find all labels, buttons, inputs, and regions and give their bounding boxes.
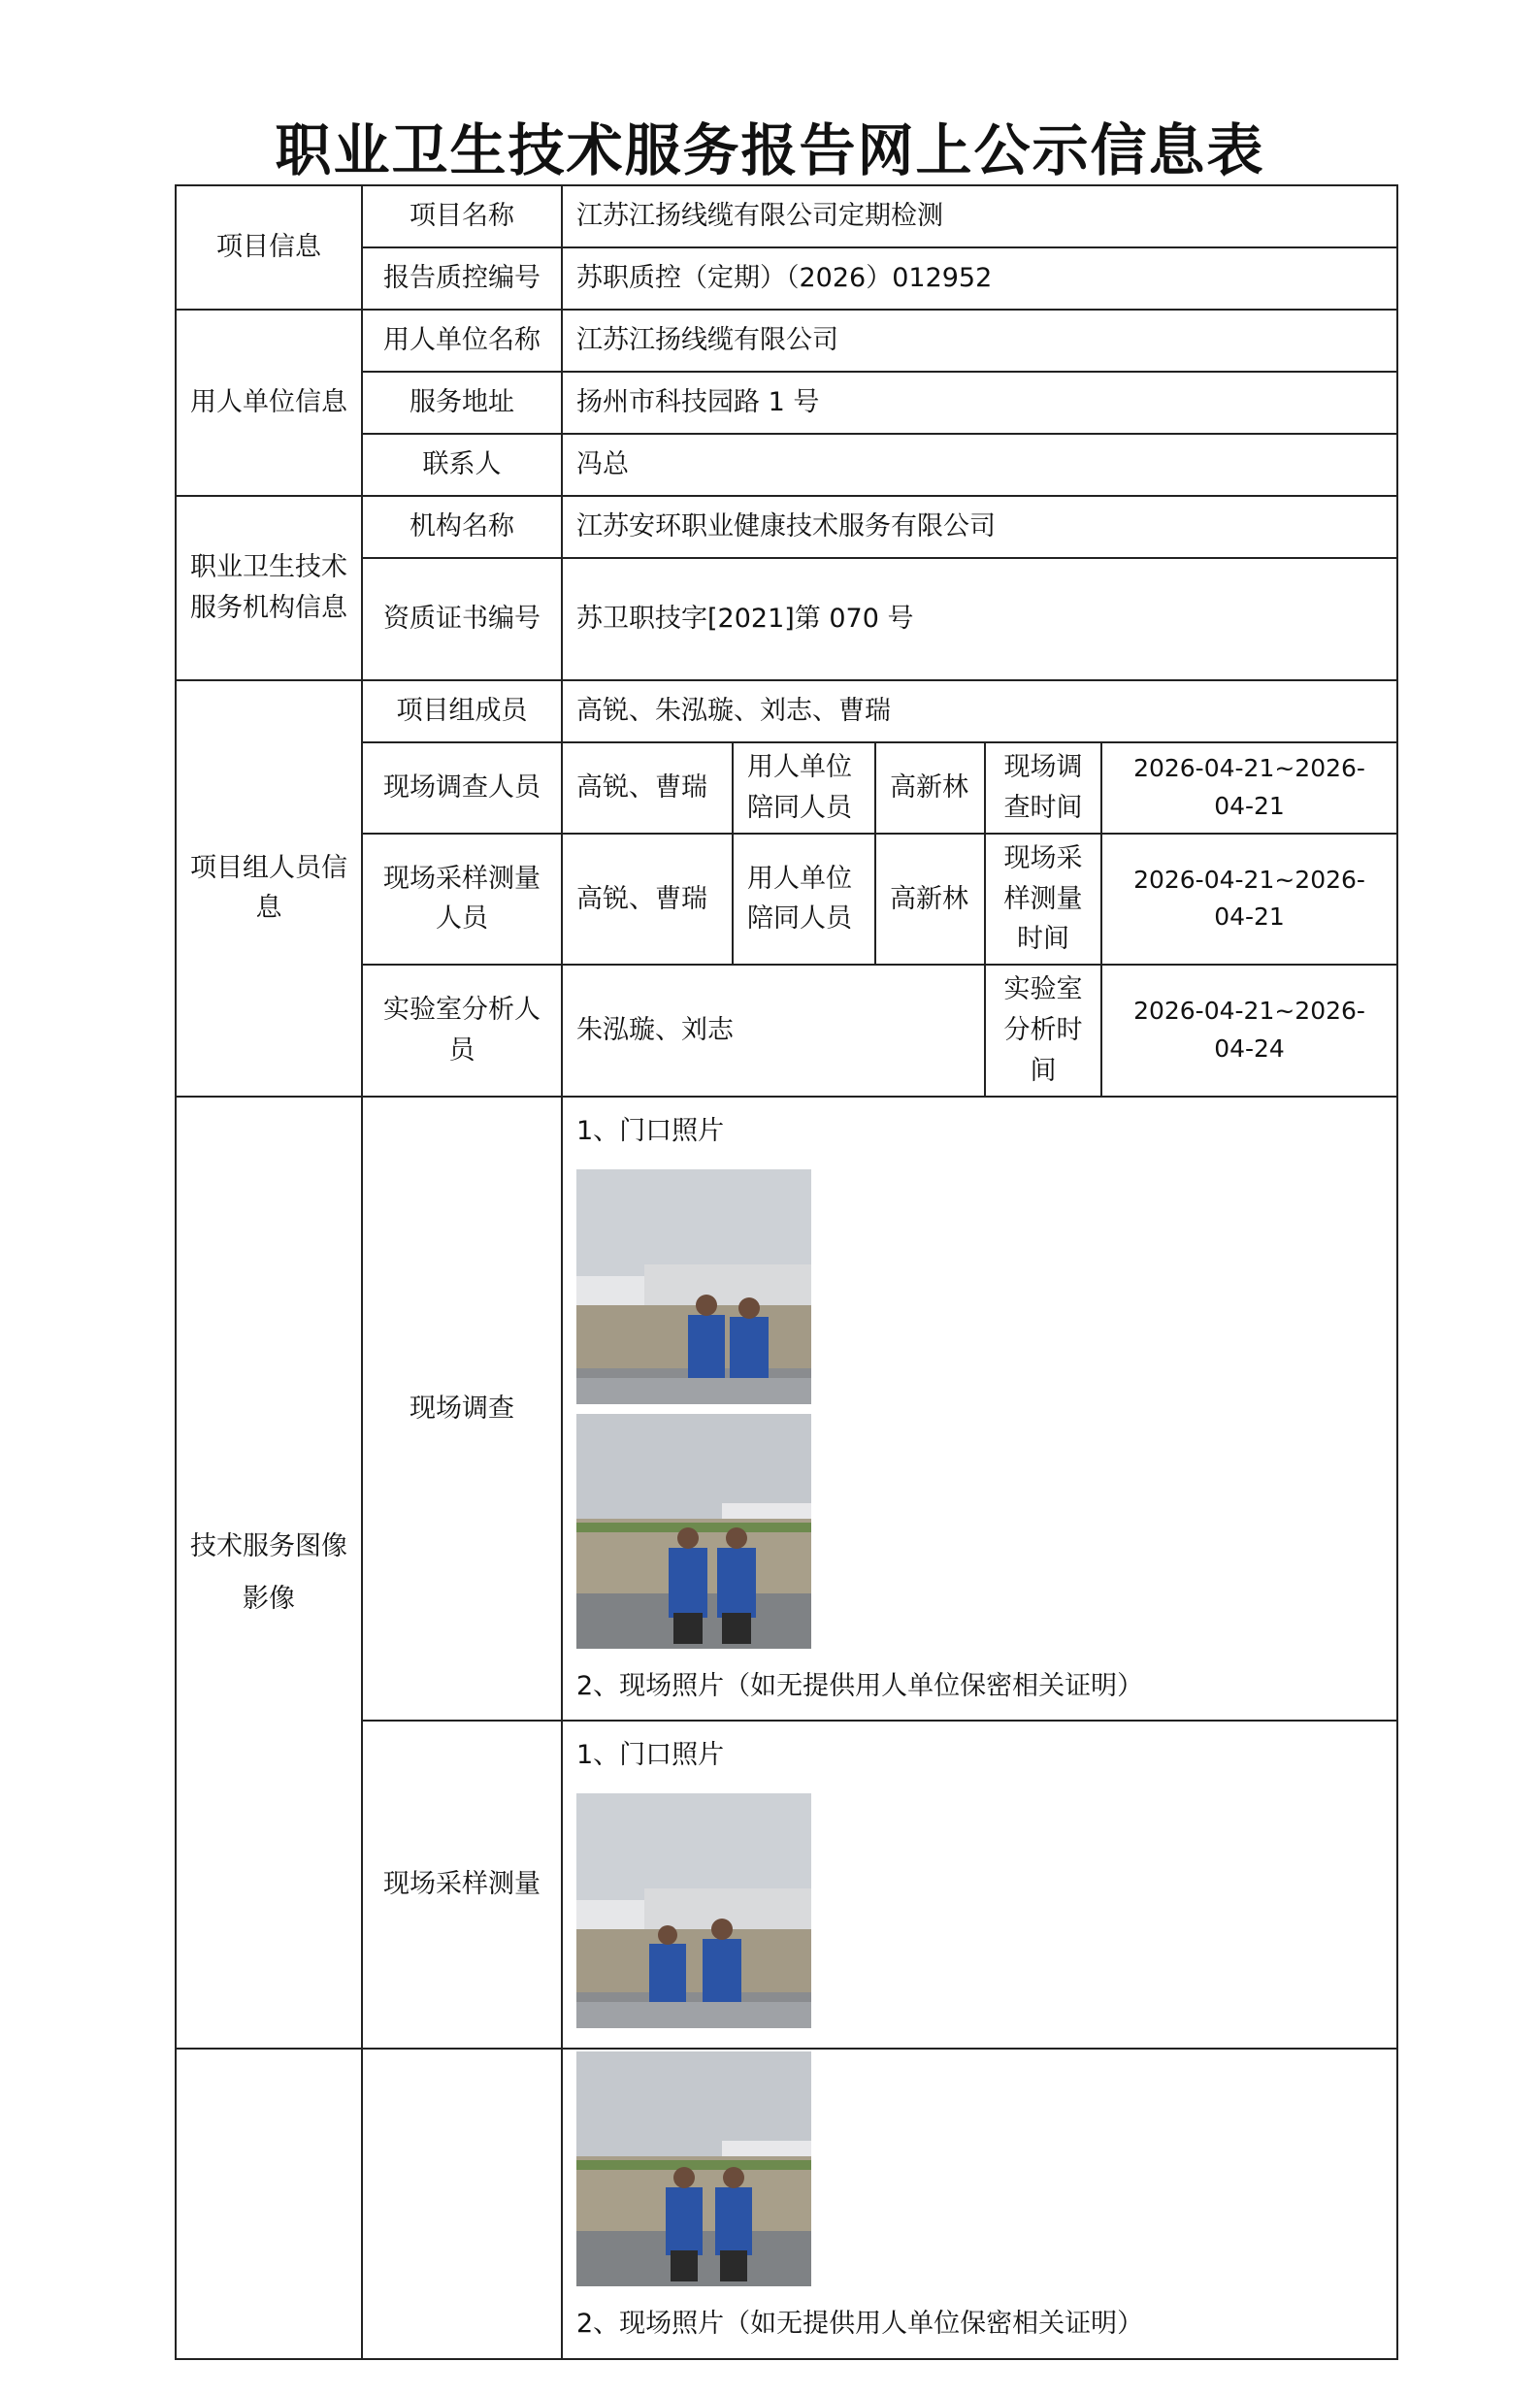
service-address-label: 服务地址 bbox=[362, 372, 562, 434]
agency-name-value: 江苏安环职业健康技术服务有限公司 bbox=[562, 496, 1397, 558]
agency-info-category: 职业卫生技术服务机构信息 bbox=[176, 496, 362, 680]
team-members-label: 项目组成员 bbox=[362, 680, 562, 742]
sampling-time-value: 2026-04-21~2026-04-21 bbox=[1101, 834, 1397, 966]
survey-time-label: 现场调查时间 bbox=[985, 742, 1101, 834]
cert-number-label: 资质证书编号 bbox=[362, 558, 562, 680]
survey-images-cell bbox=[562, 1097, 1397, 1722]
agency-name-label: 机构名称 bbox=[362, 496, 562, 558]
images-info-category: 技术服务图像影像 bbox=[176, 1097, 362, 2050]
sampling-staff-label: 现场采样测量人员 bbox=[362, 834, 562, 966]
info-table bbox=[175, 184, 1398, 2360]
sampling-staff-value: 高锐、曹瑞 bbox=[562, 834, 733, 966]
sampling-images-cell-continued bbox=[562, 2049, 1397, 2359]
report-code-value: 苏职质控（定期）（2026）012952 bbox=[562, 247, 1397, 310]
sampling-time-label: 现场采样测量时间 bbox=[985, 834, 1101, 966]
survey-staff-label: 现场调查人员 bbox=[362, 742, 562, 834]
project-info-category: 项目信息 bbox=[176, 185, 362, 310]
sampling-caption-2: 2、现场照片（如无提供用人单位保密相关证明） bbox=[576, 2309, 1144, 2340]
lab-time-value: 2026-04-21~2026-04-24 bbox=[1101, 965, 1397, 1097]
contact-value: 冯总 bbox=[562, 434, 1397, 496]
sampling-photo-site bbox=[576, 2051, 811, 2286]
employer-info-category: 用人单位信息 bbox=[176, 310, 362, 496]
team-info-category: 项目组人员信息 bbox=[176, 680, 362, 1097]
survey-staff-value: 高锐、曹瑞 bbox=[562, 742, 733, 834]
survey-time-value: 2026-04-21~2026-04-21 bbox=[1101, 742, 1397, 834]
service-address-value: 扬州市科技园路 1 号 bbox=[562, 372, 1397, 434]
survey-accomp-label: 用人单位陪同人员 bbox=[733, 742, 875, 834]
employer-name-label: 用人单位名称 bbox=[362, 310, 562, 372]
sampling-images-cell bbox=[562, 1721, 1397, 2049]
survey-images-label: 现场调查 bbox=[362, 1097, 562, 1722]
survey-photo-site bbox=[576, 1414, 811, 1649]
contact-label: 联系人 bbox=[362, 434, 562, 496]
survey-caption-1: 1、门口照片 bbox=[576, 1115, 725, 1146]
sampling-photo-gate bbox=[576, 1793, 811, 2028]
sampling-accomp-label: 用人单位陪同人员 bbox=[733, 834, 875, 966]
page-title: 职业卫生技术服务报告网上公示信息表 bbox=[275, 117, 1265, 183]
survey-caption-2: 2、现场照片（如无提供用人单位保密相关证明） bbox=[576, 1670, 1144, 1701]
survey-photo-gate bbox=[576, 1169, 811, 1404]
project-name-label: 项目名称 bbox=[362, 185, 562, 247]
sampling-images-label: 现场采样测量 bbox=[362, 1721, 562, 2049]
report-code-label: 报告质控编号 bbox=[362, 247, 562, 310]
project-name-value: 江苏江扬线缆有限公司定期检测 bbox=[562, 185, 1397, 247]
sampling-caption-1: 1、门口照片 bbox=[576, 1740, 725, 1771]
team-members-value: 高锐、朱泓璇、刘志、曹瑞 bbox=[562, 680, 1397, 742]
continuation-category bbox=[176, 2049, 362, 2359]
continuation-label bbox=[362, 2049, 562, 2359]
cert-number-value: 苏卫职技字[2021]第 070 号 bbox=[562, 558, 1397, 680]
lab-staff-value: 朱泓璇、刘志 bbox=[562, 965, 985, 1097]
survey-accomp-value: 高新林 bbox=[875, 742, 985, 834]
employer-name-value: 江苏江扬线缆有限公司 bbox=[562, 310, 1397, 372]
lab-time-label: 实验室分析时间 bbox=[985, 965, 1101, 1097]
lab-staff-label: 实验室分析人员 bbox=[362, 965, 562, 1097]
sampling-accomp-value: 高新林 bbox=[875, 834, 985, 966]
